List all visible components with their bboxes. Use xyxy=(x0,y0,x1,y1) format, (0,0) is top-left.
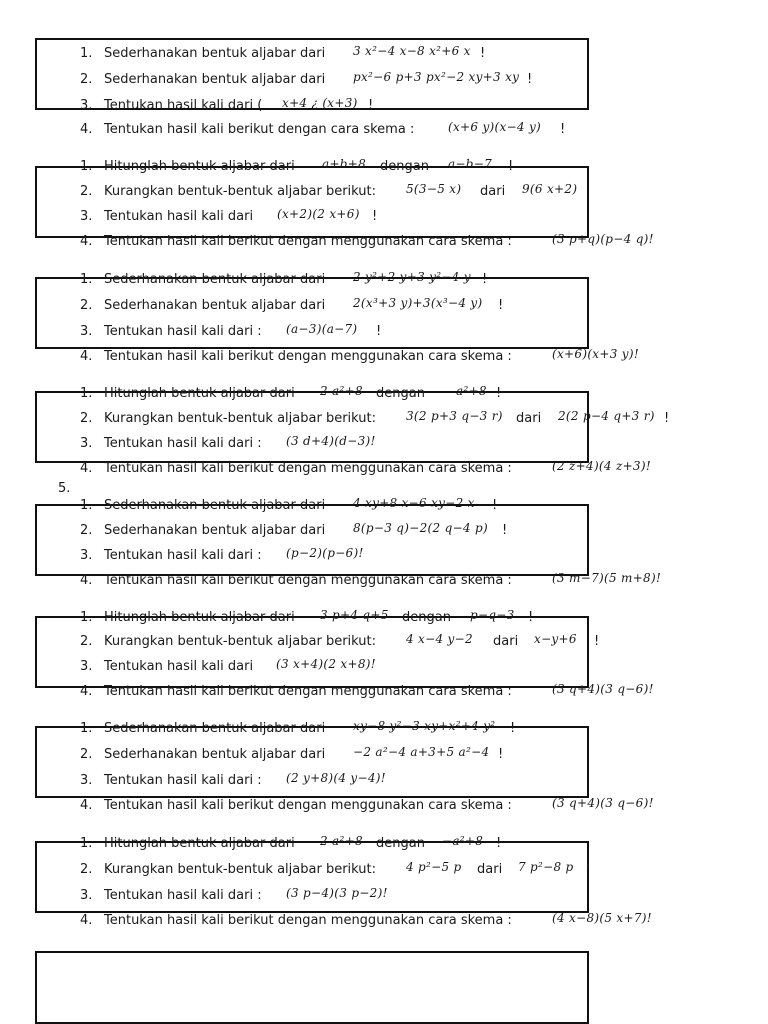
list-item xyxy=(80,72,728,92)
question-text: Tentukan hasil kali dari xyxy=(104,209,254,224)
end-mark: ! xyxy=(498,298,504,313)
math-expression: (4 x−8)(5 x+7)! xyxy=(552,911,652,925)
end-mark: ! xyxy=(376,324,382,339)
question-text: Kurangkan bentuk-bentuk aljabar berikut: xyxy=(104,411,376,426)
list-item xyxy=(80,548,728,568)
question-text: Kurangkan bentuk-bentuk aljabar berikut: xyxy=(104,862,376,877)
math-expression: 2(x³+3 y)+3(x³−4 y) xyxy=(353,296,483,310)
question-text: Tentukan hasil kali dari ( xyxy=(104,98,263,113)
math-expression: 8(p−3 q)−2(2 q−4 p) xyxy=(353,521,488,535)
list-item xyxy=(80,836,728,856)
math-expression: (3 q+4)(3 q−6)! xyxy=(552,682,654,696)
end-mark: ! xyxy=(664,411,670,426)
list-item xyxy=(80,862,728,882)
conjunction: dengan xyxy=(402,610,451,625)
item-number: 2. xyxy=(80,72,93,87)
math-expression: (3 d+4)(d−3)! xyxy=(286,434,376,448)
end-mark: ! xyxy=(510,721,516,736)
question-text: Sederhanakan bentuk aljabar dari xyxy=(104,747,326,762)
question-text: Sederhanakan bentuk aljabar dari xyxy=(104,272,326,287)
math-expression: 3(2 p+3 q−3 r) xyxy=(406,409,503,423)
list-item xyxy=(80,46,728,66)
math-expression: (x+6 y)(x−4 y) xyxy=(448,120,542,134)
end-mark: ! xyxy=(527,72,533,87)
end-mark: ! xyxy=(594,634,600,649)
end-mark: ! xyxy=(498,747,504,762)
list-item xyxy=(80,386,728,406)
question-text: Tentukan hasil kali dari : xyxy=(104,436,262,451)
list-item xyxy=(80,634,728,654)
list-item xyxy=(80,913,728,933)
math-expression: (p−2)(p−6)! xyxy=(286,546,364,560)
question-text: Tentukan hasil kali berikut dengan menggunakan cara skema : xyxy=(104,684,512,699)
item-number: 3. xyxy=(80,324,93,339)
math-expression: p−q−3 xyxy=(470,608,515,622)
question-text: Tentukan hasil kali dari : xyxy=(104,548,262,563)
list-item xyxy=(80,234,728,254)
list-item xyxy=(80,184,728,204)
item-number: 3. xyxy=(80,659,93,674)
item-number: 1. xyxy=(80,721,93,736)
item-number: 4. xyxy=(80,684,93,699)
conjunction: dari xyxy=(516,411,542,426)
item-number: 4. xyxy=(80,234,93,249)
box-9-empty xyxy=(35,951,589,1024)
item-number: 2. xyxy=(80,523,93,538)
math-expression: 2 a²+8 xyxy=(320,834,363,848)
conjunction: dari xyxy=(493,634,519,649)
item-number: 4. xyxy=(80,913,93,928)
list-item xyxy=(80,684,728,704)
item-number: 1. xyxy=(80,272,93,287)
item-number: 4. xyxy=(80,122,93,137)
question-text: Tentukan hasil kali dari xyxy=(104,659,254,674)
math-expression: 5(3−5 x) xyxy=(406,182,462,196)
math-expression: (2 y+8)(4 y−4)! xyxy=(286,771,386,785)
end-mark: ! xyxy=(496,836,502,851)
question-text: Tentukan hasil kali berikut dengan cara skema : xyxy=(104,122,415,137)
list-item xyxy=(80,411,728,431)
question-text: Sederhanakan bentuk aljabar dari xyxy=(104,46,326,61)
math-expression: (3 p−4)(3 p−2)! xyxy=(286,886,388,900)
question-text: Sederhanakan bentuk aljabar dari xyxy=(104,72,326,87)
conjunction: dengan xyxy=(380,159,429,174)
math-expression: px²−6 p+3 px²−2 xy+3 xy xyxy=(353,70,520,84)
math-expression: (3 p+q)(p−4 q)! xyxy=(552,232,654,246)
math-expression: a−b−7 xyxy=(448,157,493,171)
item-number: 3. xyxy=(80,98,93,113)
question-text: Sederhanakan bentuk aljabar dari xyxy=(104,721,326,736)
question-text: Tentukan hasil kali berikut dengan menggunakan cara skema : xyxy=(104,349,512,364)
math-expression: 2(2 p−4 q+3 r) xyxy=(558,409,655,423)
item-number: 2. xyxy=(80,184,93,199)
item-number: 1. xyxy=(80,386,93,401)
item-number: 2. xyxy=(80,298,93,313)
list-item xyxy=(80,798,728,818)
end-mark: ! xyxy=(508,159,514,174)
conjunction: dari xyxy=(480,184,506,199)
conjunction: dengan xyxy=(376,836,425,851)
list-item xyxy=(80,773,728,793)
list-item xyxy=(80,659,728,679)
end-mark: ! xyxy=(585,862,591,877)
conjunction: dari xyxy=(477,862,503,877)
math-expression: 3 x²−4 x−8 x²+6 x xyxy=(353,44,471,58)
question-text: Kurangkan bentuk-bentuk aljabar berikut: xyxy=(104,634,376,649)
item-number: 1. xyxy=(80,836,93,851)
conjunction: dengan xyxy=(376,386,425,401)
list-item xyxy=(80,209,728,229)
math-expression: −2 a²−4 a+3+5 a²−4 xyxy=(353,745,490,759)
list-item xyxy=(80,298,728,318)
math-expression: (x+6)(x+3 y)! xyxy=(552,347,639,361)
end-mark: ! xyxy=(560,122,566,137)
item-number: 2. xyxy=(80,411,93,426)
math-expression: −a²+8 xyxy=(442,834,484,848)
end-mark: ! xyxy=(372,209,378,224)
math-expression: 2 y²+2 y+3 y²−4 y xyxy=(353,270,471,284)
list-item xyxy=(80,324,728,344)
list-item xyxy=(80,498,728,518)
item-number: 1. xyxy=(80,159,93,174)
list-item xyxy=(80,272,728,292)
question-text: Tentukan hasil kali berikut dengan menggunakan cara skema : xyxy=(104,234,512,249)
math-expression: a²+8 xyxy=(456,384,487,398)
end-mark: ! xyxy=(492,498,498,513)
question-text: Kurangkan bentuk-bentuk aljabar berikut: xyxy=(104,184,376,199)
question-text: Sederhanakan bentuk aljabar dari xyxy=(104,498,326,513)
item-number: 2. xyxy=(80,747,93,762)
math-expression: 2 a²+8 xyxy=(320,384,363,398)
list-item xyxy=(80,436,728,456)
math-expression: (3 q+4)(3 q−6)! xyxy=(552,796,654,810)
math-expression: (3 x+4)(2 x+8)! xyxy=(276,657,376,671)
item-number: 3. xyxy=(80,436,93,451)
end-mark: ! xyxy=(528,610,534,625)
item-number: 2. xyxy=(80,634,93,649)
math-expression: 4 xy+8 x−6 xy−2 x xyxy=(353,496,475,510)
item-number: 1. xyxy=(80,610,93,625)
question-text: Hitunglah bentuk aljabar dari xyxy=(104,386,295,401)
math-expression: 7 p²−8 p xyxy=(518,860,574,874)
question-text: Hitunglah bentuk aljabar dari xyxy=(104,610,295,625)
question-text: Hitunglah bentuk aljabar dari xyxy=(104,836,295,851)
math-expression: (a−3)(a−7) xyxy=(286,322,358,336)
question-text: Hitunglah bentuk aljabar dari xyxy=(104,159,295,174)
item-number: 4. xyxy=(80,573,93,588)
end-mark: ! xyxy=(496,386,502,401)
math-expression: (2 z+4)(4 z+3)! xyxy=(552,459,651,473)
question-text: Tentukan hasil kali berikut dengan menggunakan cara skema : xyxy=(104,798,512,813)
math-expression: x+4 ¿ (x+3) xyxy=(282,96,358,110)
question-text: Sederhanakan bentuk aljabar dari xyxy=(104,298,326,313)
list-item xyxy=(80,523,728,543)
math-expression: x−y+6 xyxy=(534,632,577,646)
math-expression: xy−8 y²−3 xy+x²+4 y² xyxy=(353,719,496,733)
item-number: 3. xyxy=(80,888,93,903)
end-mark: ! xyxy=(502,523,508,538)
math-expression: (x+2)(2 x+6) xyxy=(277,207,360,221)
list-item xyxy=(80,610,728,630)
list-item xyxy=(80,721,728,741)
end-mark: ! xyxy=(368,98,374,113)
list-item xyxy=(80,349,728,369)
section-marker: 5. xyxy=(58,481,71,496)
item-number: 3. xyxy=(80,209,93,224)
question-text: Tentukan hasil kali dari : xyxy=(104,888,262,903)
list-item xyxy=(80,573,728,593)
list-item xyxy=(80,159,728,179)
question-text: Tentukan hasil kali berikut dengan menggunakan cara skema : xyxy=(104,573,512,588)
math-expression: 4 x−4 y−2 xyxy=(406,632,473,646)
math-expression: (3 m−7)(5 m+8)! xyxy=(552,571,662,585)
item-number: 4. xyxy=(80,798,93,813)
list-item xyxy=(80,888,728,908)
list-item xyxy=(80,98,728,118)
item-number: 4. xyxy=(80,461,93,476)
question-text: Sederhanakan bentuk aljabar dari xyxy=(104,523,326,538)
question-text: Tentukan hasil kali dari : xyxy=(104,324,262,339)
item-number: 3. xyxy=(80,773,93,788)
math-expression: 9(6 x+2) xyxy=(522,182,578,196)
item-number: 3. xyxy=(80,548,93,563)
question-text: Tentukan hasil kali berikut dengan menggunakan cara skema : xyxy=(104,461,512,476)
list-item xyxy=(80,122,728,142)
end-mark: ! xyxy=(480,46,486,61)
end-mark: ! xyxy=(482,272,488,287)
math-expression: 3 p+4 q+5 xyxy=(320,608,389,622)
item-number: 1. xyxy=(80,46,93,61)
math-expression: a+b+8 xyxy=(322,157,367,171)
question-text: Tentukan hasil kali dari : xyxy=(104,773,262,788)
math-expression: 4 p²−5 p xyxy=(406,860,462,874)
item-number: 2. xyxy=(80,862,93,877)
list-item xyxy=(80,747,728,767)
item-number: 4. xyxy=(80,349,93,364)
item-number: 1. xyxy=(80,498,93,513)
list-item xyxy=(80,461,728,481)
question-text: Tentukan hasil kali berikut dengan menggunakan cara skema : xyxy=(104,913,512,928)
